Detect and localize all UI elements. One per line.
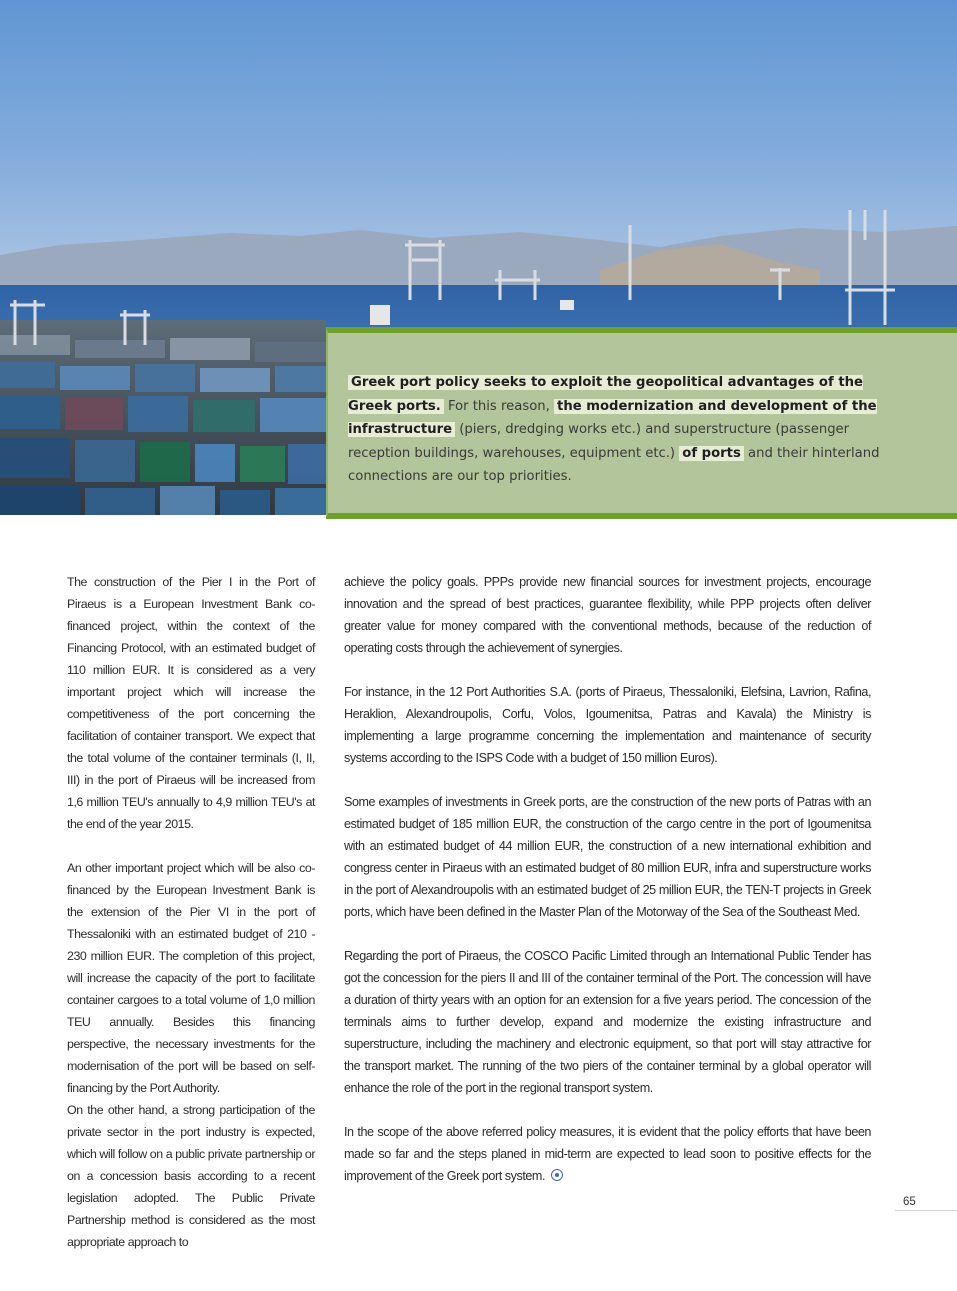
policy-callout-box xyxy=(326,327,957,519)
right-text-column xyxy=(344,571,871,1209)
paragraph-pier-i-piraeus: The construction of the Pier I in the Port of Piraeus is a European Investment Bank co-financed project, within the context of the Financing Protocol, with an estimated budget of 110 million EUR. It is considered as a very important project which will increase the competitiveness of the port concerning the facilitation of container transport. We expect that the total volume of the container terminals (I, II, III) in the port of Piraeus will be increased from 1,6 million TEU's annually to 4,9 million TEU's at the end of the year 2015. xyxy=(67,575,315,831)
paragraph-cosco-concession: Regarding the port of Piraeus, the COSCO Pacific Limited through an International Public Tender has got the concession for the piers II and III of the container terminal of the Port. The concession will have a duration of thirty years with an option for an extension for a five years period. The concession of the terminals aims to further develop, expand and modernize the existing infrastructure and superstructure, including the machinery and electronic equipment, so that port will stay attractive for the transport market. The running of the two piers of the container terminal by a global operator will enhance the role of the port in the regional transport system. xyxy=(344,949,871,1095)
left-text-column xyxy=(67,571,315,1275)
end-of-article-icon xyxy=(551,1169,563,1181)
paragraph-conclusion xyxy=(344,1121,871,1187)
paragraph-security-programme: For instance, in the 12 Port Authorities S.A. (ports of Piraeus, Thessaloniki, Elefsina, Lavrion, Rafina, Heraklion, Alexandroupolis, Corfu, Volos, Igoumenitsa, Patras and Kavala) the Ministry is implementing a large programme concerning the implementation and maintenance of security systems according to the ISPS Code with a budget of 150 million Euros). xyxy=(344,685,871,765)
paragraph-pier-vi-thessaloniki: An other important project which will be also co-financed by the European Investment Bank is the extension of the Pier VI in the port of Thessaloniki with an estimated budget of 210 - 230 million EUR. The completion of this project, will increase the capacity of the port to facilitate container cargoes to a total volume of 1,0 million TEU annually. Besides this financing perspective, the necessary investments for the modernisation of the port will be based on self-financing by the Port Authority. xyxy=(67,861,315,1095)
callout-emphasis: the modernization and development of the infrastructure xyxy=(348,398,877,437)
paragraph-ppp-goals: achieve the policy goals. PPPs provide new financial sources for investment projects, encourage innovation and the spread of best practices, guarantee flexibility, while PPP projects often deliver greater value for money compared with the conventional methods, because of the reduction of operating costs through the achievement of synergies. xyxy=(344,575,871,655)
callout-text: (piers, dredging works etc.) and superstructure (passenger reception buildings, warehouses, equipment etc.) xyxy=(348,422,850,461)
page-number-rule xyxy=(895,1210,957,1211)
callout-text: and their hinterland connections are our top priorities. xyxy=(348,445,880,484)
callout-emphasis: of ports xyxy=(679,446,744,461)
paragraph-investment-examples: Some examples of investments in Greek ports, are the construction of the new ports of Patras with an estimated budget of 185 million EUR, the construction of the cargo centre in the port of Igoumenitsa with an estimated budget of 44 million EUR, the construction of a new international exhibition and congress center in Piraeus with an estimated budget of 80 million EUR, infra and superstructure works in the port of Alexandroupolis with an estimated budget of 25 million EUR, the TEN-T projects in Greek ports, which have been defined in the Master Plan of the Motorway of the Sea of the Southeast Med. xyxy=(344,795,871,919)
policy-statement xyxy=(348,371,888,489)
callout-emphasis: Greek port policy seeks to exploit the geopolitical advantages of the Greek ports. xyxy=(348,375,863,414)
page-number: 65 xyxy=(903,1196,916,1208)
callout-text: For this reason, xyxy=(443,398,555,414)
paragraph-private-sector: On the other hand, a strong participation of the private sector in the port industry is expected, which will follow on a public private partnership or on a concession basis according to a recent legislation adopted. The Public Private Partnership method is considered as the most appropriate approach to xyxy=(67,1103,315,1249)
conclusion-text: In the scope of the above referred policy measures, it is evident that the policy efforts that have been made so far and the steps planed in mid-term are expected to lead soon to positive effects for the improvement of the Greek port system. xyxy=(344,1125,871,1183)
